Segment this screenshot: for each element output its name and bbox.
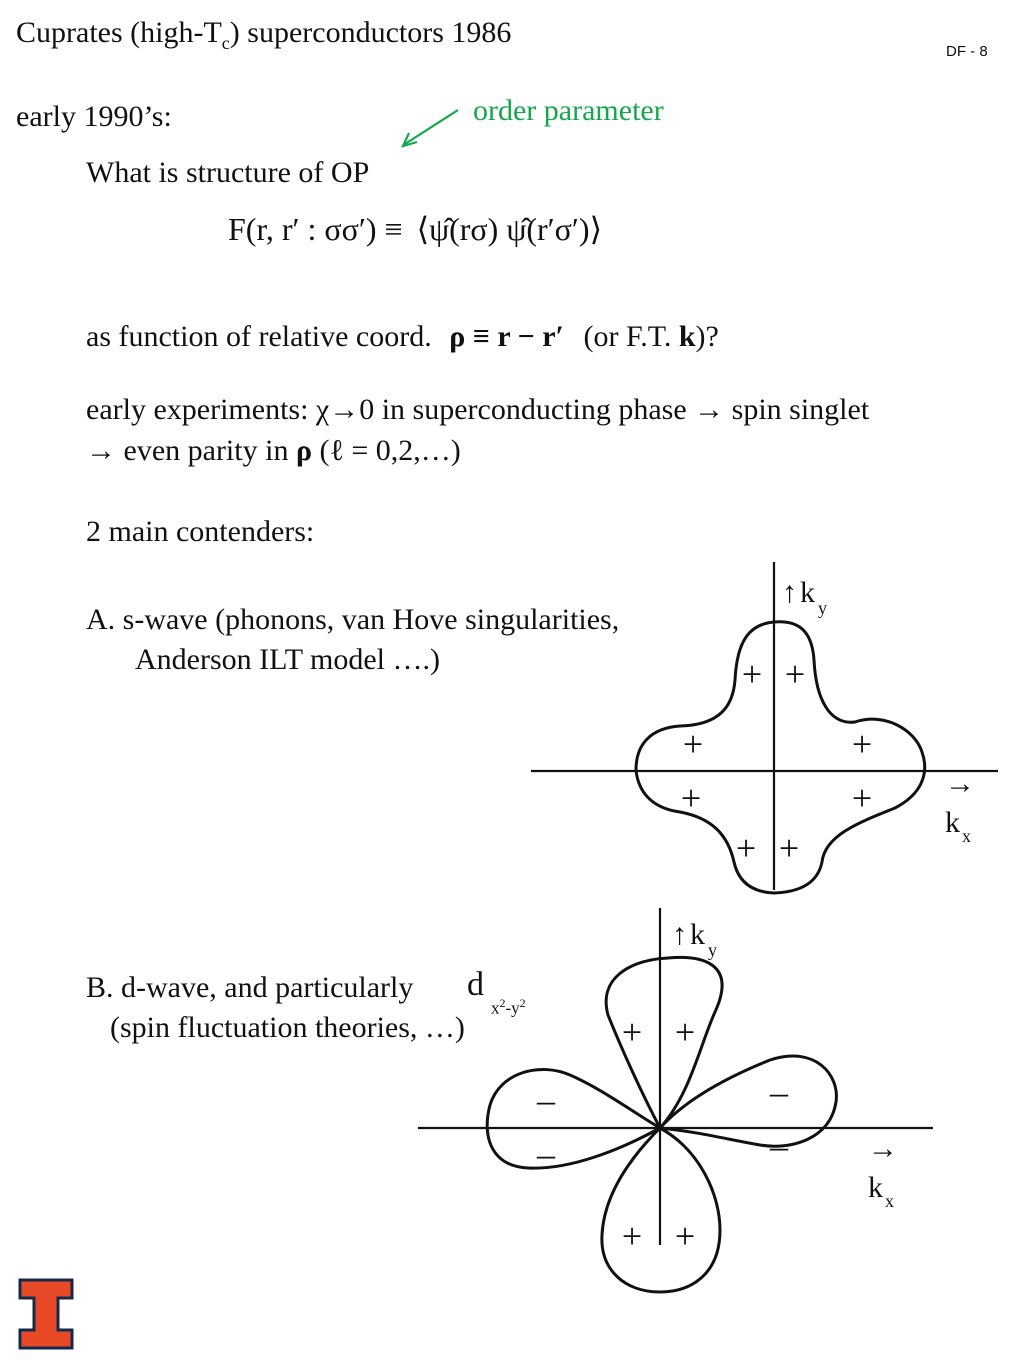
order-parameter-annotation: order parameter xyxy=(473,94,664,127)
d-sign-1: + xyxy=(621,1012,643,1052)
s-sign-5: + xyxy=(680,778,702,818)
s-kx-arrow-icon: → xyxy=(945,767,975,800)
s-sign-7: + xyxy=(735,828,757,868)
formula-lhs: F(r, r′ : σσ′) ≡ xyxy=(228,211,403,247)
option-a-line-1: A. s-wave (phonons, van Hove singularities, xyxy=(86,603,620,636)
s-ky-sub: y xyxy=(818,598,827,618)
option-b-line-1: B. d-wave, and particularly xyxy=(86,971,414,1004)
d-wave-gap-contour xyxy=(487,957,836,1292)
option-a-line-2: Anderson ILT model ….) xyxy=(135,643,440,676)
contenders-heading: 2 main contenders: xyxy=(86,515,315,548)
s-sign-2: + xyxy=(784,654,806,694)
s-kx-sub: x xyxy=(962,826,971,846)
s-kx-label: k xyxy=(945,806,960,839)
illinois-logo-icon xyxy=(18,1278,78,1352)
experiments-line-2: → even parity in ρ (ℓ = 0,2,…) xyxy=(86,434,461,467)
d-sign-3: – xyxy=(537,1080,555,1120)
d-ky-arrow-icon: ↑ xyxy=(672,918,687,951)
d-sign-5: – xyxy=(537,1134,555,1174)
d-ky-label: k xyxy=(690,918,705,951)
question-text: What is structure of OP xyxy=(86,156,370,189)
option-b-line-2: (spin fluctuation theories, …) xyxy=(110,1011,465,1044)
s-ky-arrow-icon: ↑ xyxy=(782,576,797,609)
d-sign-6: – xyxy=(770,1126,788,1166)
slide-number: DF - 8 xyxy=(946,43,988,60)
early-1990s-label: early 1990’s: xyxy=(16,100,172,133)
experiments-line-1: early experiments: χ→0 in superconducting phase → spin singlet xyxy=(86,393,870,426)
d-sign-4: – xyxy=(770,1072,788,1112)
s-sign-8: + xyxy=(778,828,800,868)
d-sign-8: + xyxy=(674,1216,696,1256)
relative-formula: ρ ≡ r − r′ xyxy=(449,320,564,353)
d-kx-label: k xyxy=(868,1171,883,1204)
s-sign-1: + xyxy=(741,654,763,694)
d-ky-sub: y xyxy=(708,940,717,960)
d-sign-7: + xyxy=(621,1216,643,1256)
s-sign-6: + xyxy=(851,778,873,818)
dx2y2-symbol: d xyxy=(467,966,484,1003)
dx2y2-subscript: $x^2-y^2$ xyxy=(491,996,526,1018)
slide-title: Cuprates $(high-T_c)$ superconductors 1986 xyxy=(16,16,512,53)
relative-coord-line: as function of relative coord. ρ ≡ r − r′ (or F.T. k)? xyxy=(86,320,719,353)
d-kx-arrow-icon: → xyxy=(868,1132,898,1165)
s-ky-label: k xyxy=(800,576,815,609)
d-sign-2: + xyxy=(674,1012,696,1052)
d-kx-sub: x xyxy=(885,1191,894,1211)
formula-rhs: ⟨ψ̂(rσ) ψ̂(r′σ′)⟩ xyxy=(416,211,603,247)
s-sign-3: + xyxy=(682,724,704,764)
s-sign-4: + xyxy=(851,724,873,764)
